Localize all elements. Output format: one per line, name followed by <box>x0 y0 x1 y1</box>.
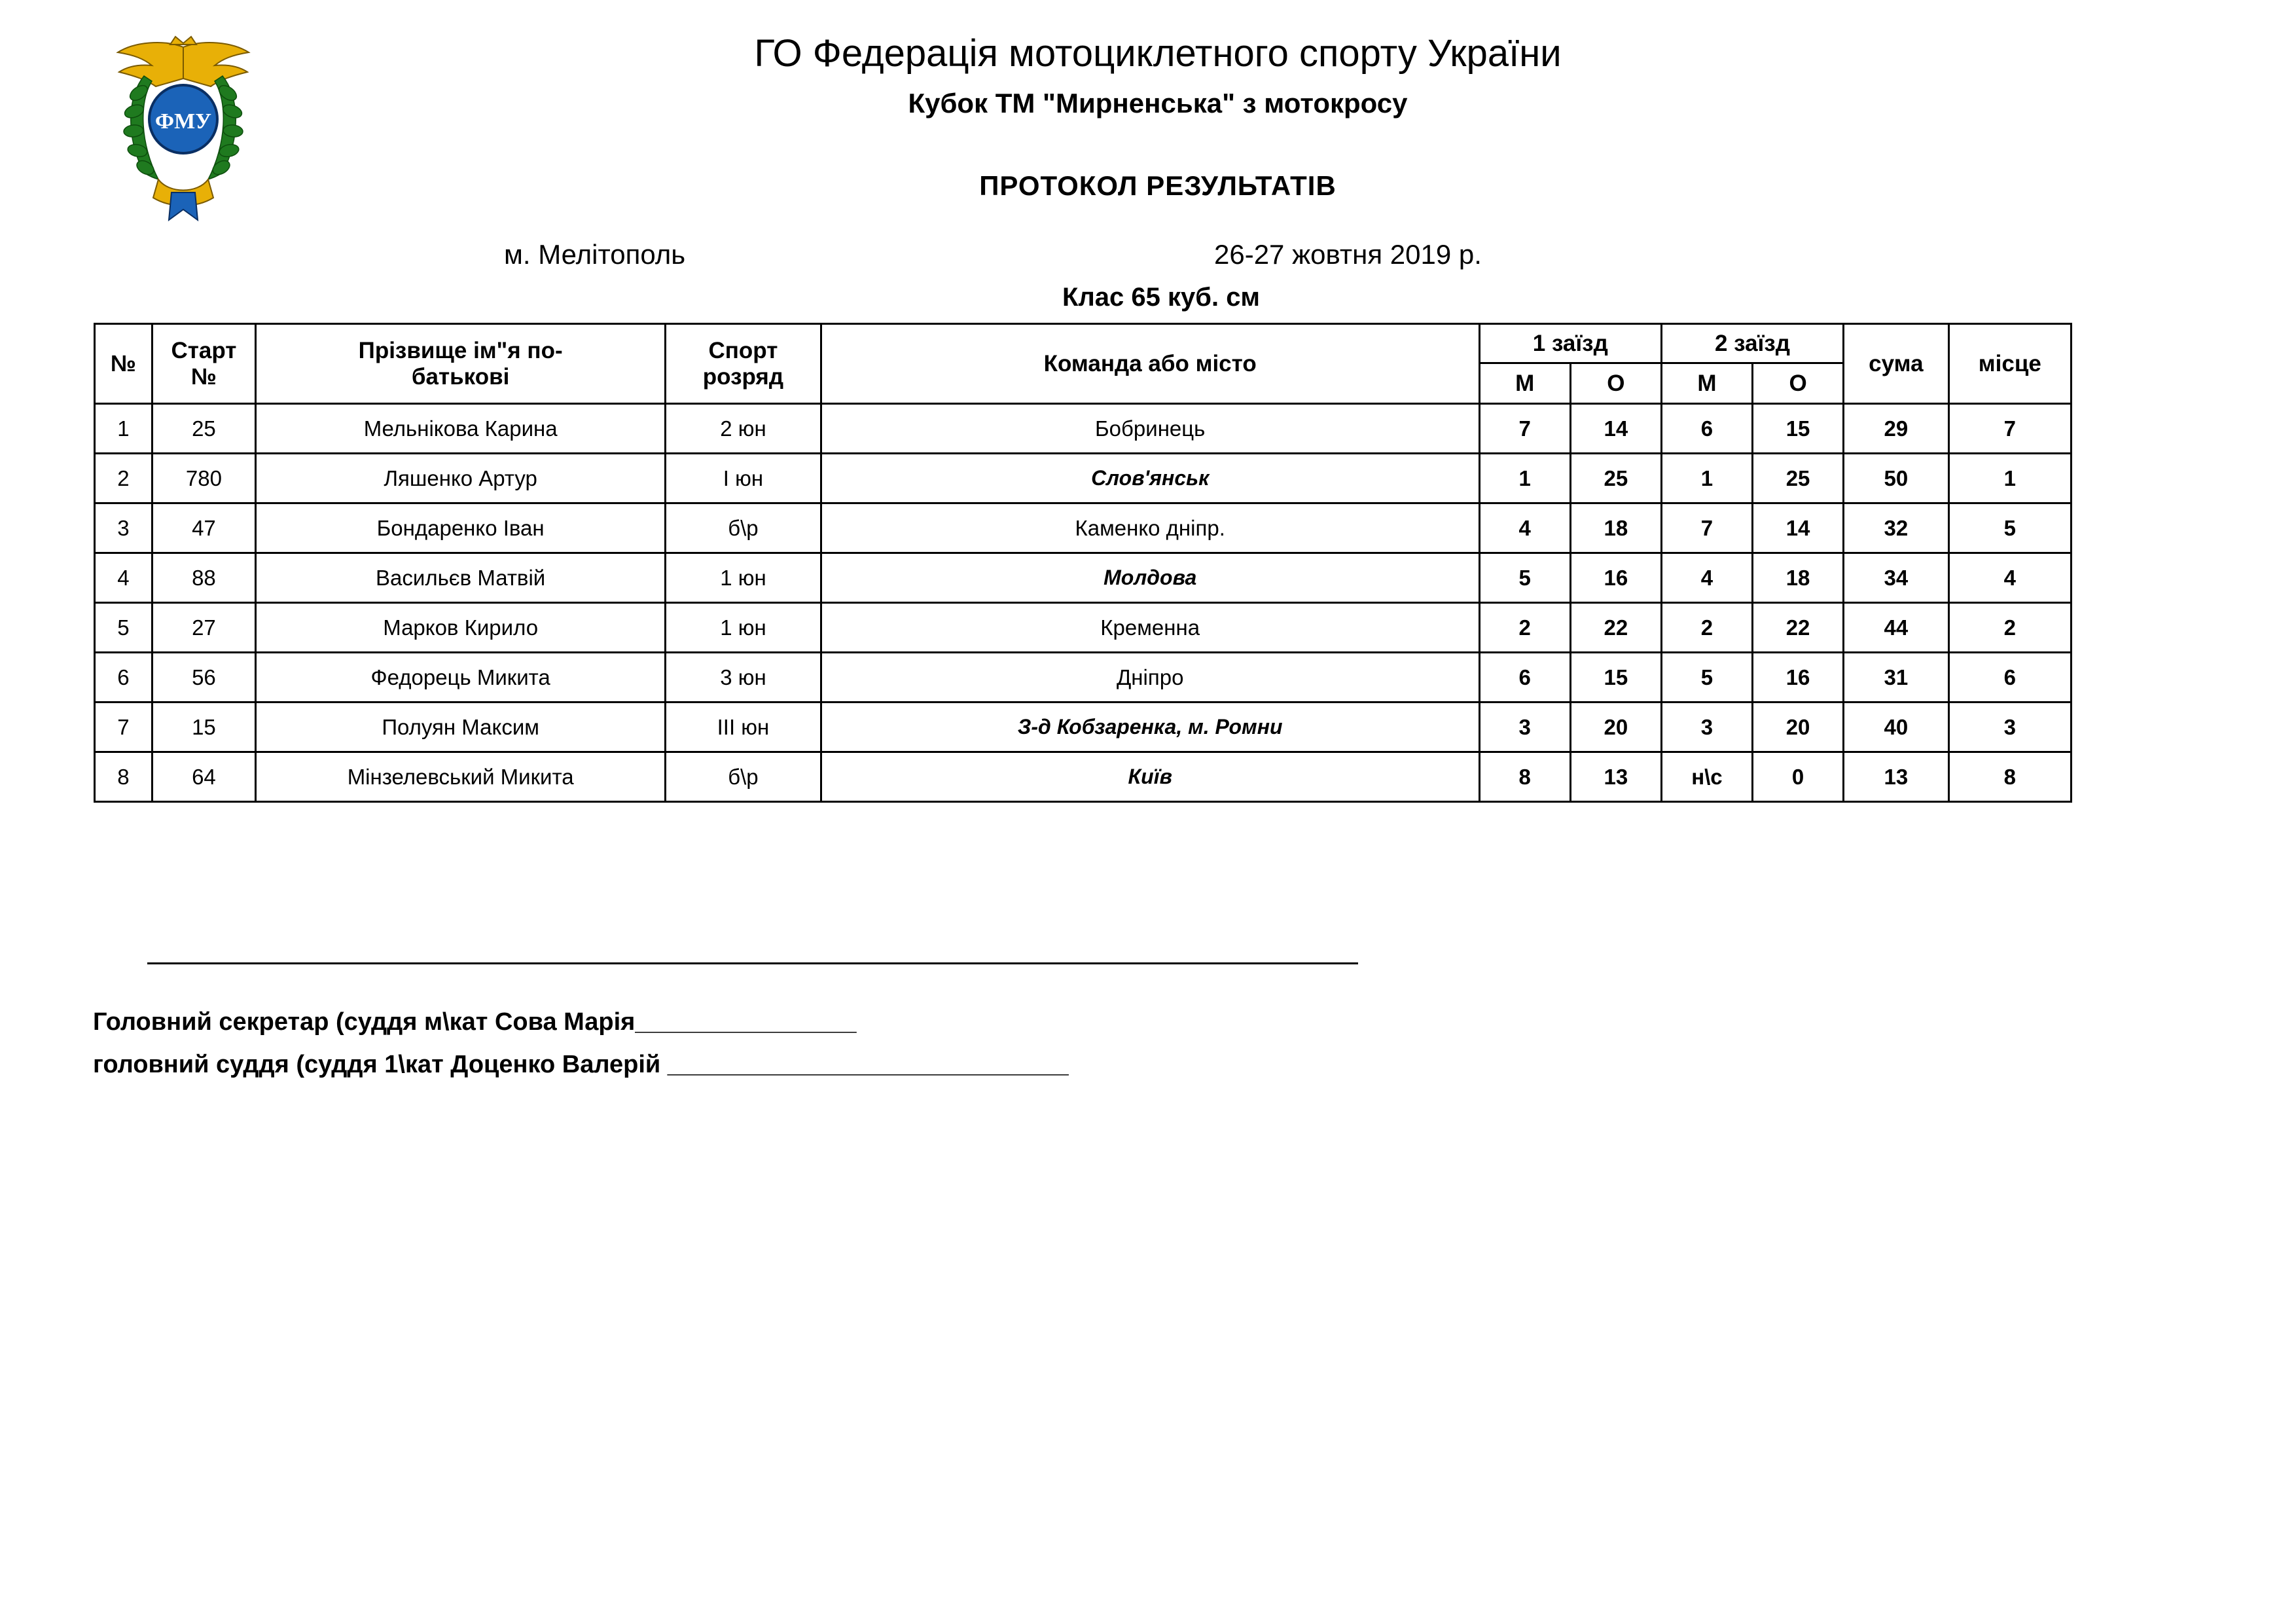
cell-start-no: 64 <box>152 752 255 802</box>
col-header-rank-line1: Спорт <box>708 338 778 364</box>
cell-heat2-m: 5 <box>1661 653 1752 702</box>
cell-team: З-д Кобзаренка, м. Ромни <box>821 702 1479 752</box>
cell-start-no: 27 <box>152 603 255 653</box>
cell-place: 8 <box>1948 752 2071 802</box>
cell-sum: 50 <box>1844 454 1949 503</box>
cell-sum: 29 <box>1844 404 1949 454</box>
cell-sum: 32 <box>1844 503 1949 553</box>
table-row <box>95 454 2072 503</box>
col-header-no: № <box>95 324 152 404</box>
cell-rank: III юн <box>666 702 821 752</box>
table-row <box>95 752 2072 802</box>
cell-heat1-m: 7 <box>1479 404 1570 454</box>
cell-no: 1 <box>95 404 152 454</box>
cell-heat2-m: 7 <box>1661 503 1752 553</box>
results-table-wrap <box>94 323 2072 803</box>
cell-heat2-o: 18 <box>1753 553 1844 603</box>
col-header-rank-line2: розряд <box>702 363 784 390</box>
secretary-signature-line: Головний секретар (суддя м\кат Сова Марія________________ <box>93 1008 857 1036</box>
col-header-start-no-line2: № <box>190 363 217 390</box>
cell-rank: 2 юн <box>666 404 821 454</box>
cell-team: Каменко дніпр. <box>821 503 1479 553</box>
cell-heat2-m: 1 <box>1661 454 1752 503</box>
col-header-place: місце <box>1948 324 2071 404</box>
table-row <box>95 603 2072 653</box>
cell-heat2-m: н\с <box>1661 752 1752 802</box>
event-place: м. Мелітополь <box>504 239 686 270</box>
cell-heat2-o: 25 <box>1753 454 1844 503</box>
col-header-name <box>256 324 666 404</box>
col-header-heat2-m: М <box>1661 363 1752 404</box>
title-block <box>0 33 2296 202</box>
cell-heat1-m: 4 <box>1479 503 1570 553</box>
cell-team: Кременна <box>821 603 1479 653</box>
col-header-heat1-o: О <box>1570 363 1661 404</box>
cell-heat1-o: 15 <box>1570 653 1661 702</box>
table-head <box>95 324 2072 404</box>
cell-heat2-m: 6 <box>1661 404 1752 454</box>
cell-start-no: 88 <box>152 553 255 603</box>
col-header-rank <box>666 324 821 404</box>
cell-team: Київ <box>821 752 1479 802</box>
cell-no: 3 <box>95 503 152 553</box>
cell-place: 7 <box>1948 404 2071 454</box>
col-header-heat2: 2 заїзд <box>1661 324 1843 363</box>
cell-heat1-m: 1 <box>1479 454 1570 503</box>
chief-judge-signature-line: головний суддя (суддя 1\кат Доценко Валерій _____________________________ <box>93 1051 1069 1078</box>
cell-rank: 1 юн <box>666 603 821 653</box>
cell-heat1-o: 22 <box>1570 603 1661 653</box>
cell-no: 2 <box>95 454 152 503</box>
cell-start-no: 47 <box>152 503 255 553</box>
col-header-team: Команда або місто <box>821 324 1479 404</box>
cell-name: Бондаренко Іван <box>256 503 666 553</box>
cell-heat1-m: 5 <box>1479 553 1570 603</box>
col-header-heat1-m: М <box>1479 363 1570 404</box>
cell-heat1-m: 6 <box>1479 653 1570 702</box>
table-row <box>95 503 2072 553</box>
cell-place: 2 <box>1948 603 2071 653</box>
class-title: Клас 65 куб. см <box>1062 283 1261 312</box>
col-header-heat1: 1 заїзд <box>1479 324 1661 363</box>
cell-rank: б\р <box>666 752 821 802</box>
cell-name: Федорець Микита <box>256 653 666 702</box>
cell-heat2-m: 2 <box>1661 603 1752 653</box>
cell-team: Дніпро <box>821 653 1479 702</box>
cell-no: 5 <box>95 603 152 653</box>
col-header-start-no-line1: Старт <box>171 338 237 364</box>
cell-no: 7 <box>95 702 152 752</box>
cell-place: 1 <box>1948 454 2071 503</box>
cell-team: Слов'янськ <box>821 454 1479 503</box>
cell-start-no: 15 <box>152 702 255 752</box>
cell-heat2-o: 20 <box>1753 702 1844 752</box>
cell-no: 8 <box>95 752 152 802</box>
table-row <box>95 702 2072 752</box>
cell-sum: 40 <box>1844 702 1949 752</box>
col-header-sum: сума <box>1844 324 1949 404</box>
table-row <box>95 404 2072 454</box>
cell-start-no: 780 <box>152 454 255 503</box>
cell-place: 6 <box>1948 653 2071 702</box>
cell-name: Марков Кирило <box>256 603 666 653</box>
cell-rank: 3 юн <box>666 653 821 702</box>
cell-heat1-o: 18 <box>1570 503 1661 553</box>
cell-place: 5 <box>1948 503 2071 553</box>
table-row <box>95 553 2072 603</box>
col-header-name-line2: батькові <box>411 363 510 390</box>
cell-team: Молдова <box>821 553 1479 603</box>
cell-heat1-m: 3 <box>1479 702 1570 752</box>
cell-rank: б\р <box>666 503 821 553</box>
cell-team: Бобринець <box>821 404 1479 454</box>
cell-sum: 44 <box>1844 603 1949 653</box>
cell-heat2-o: 0 <box>1753 752 1844 802</box>
cell-sum: 31 <box>1844 653 1949 702</box>
cell-name: Мінзелевський Микита <box>256 752 666 802</box>
cell-name: Полуян Максим <box>256 702 666 752</box>
cell-heat1-o: 16 <box>1570 553 1661 603</box>
col-header-start-no <box>152 324 255 404</box>
cell-start-no: 25 <box>152 404 255 454</box>
cell-no: 4 <box>95 553 152 603</box>
cell-heat2-o: 14 <box>1753 503 1844 553</box>
col-header-name-line1: Прізвище ім"я по- <box>358 338 563 364</box>
cell-name: Мельнікова Карина <box>256 404 666 454</box>
cell-heat1-m: 2 <box>1479 603 1570 653</box>
cell-heat2-o: 16 <box>1753 653 1844 702</box>
cell-heat1-o: 25 <box>1570 454 1661 503</box>
svg-text:ФМУ: ФМУ <box>154 109 212 134</box>
cell-rank: I юн <box>666 454 821 503</box>
signature-rule <box>147 962 1358 964</box>
cell-sum: 34 <box>1844 553 1949 603</box>
cell-heat1-o: 20 <box>1570 702 1661 752</box>
col-header-heat2-o: О <box>1753 363 1844 404</box>
table-row <box>95 653 2072 702</box>
cell-heat2-o: 15 <box>1753 404 1844 454</box>
document-header <box>0 0 2296 314</box>
cell-place: 4 <box>1948 553 2071 603</box>
table-body <box>95 404 2072 802</box>
cell-heat1-o: 14 <box>1570 404 1661 454</box>
cell-name: Ляшенко Артур <box>256 454 666 503</box>
event-date: 26-27 жовтня 2019 р. <box>1214 239 1482 270</box>
cell-heat1-m: 8 <box>1479 752 1570 802</box>
cup-title: Кубок ТМ "Мирненська" з мотокросу <box>908 87 1408 119</box>
cell-heat2-m: 4 <box>1661 553 1752 603</box>
cell-name: Васильєв Матвій <box>256 553 666 603</box>
protocol-title: ПРОТОКОЛ РЕЗУЛЬТАТІВ <box>979 170 1336 201</box>
cell-heat2-m: 3 <box>1661 702 1752 752</box>
results-table <box>94 323 2072 803</box>
cell-start-no: 56 <box>152 653 255 702</box>
org-title: ГО Федерація мотоциклетного спорту України <box>754 32 1562 75</box>
cell-rank: 1 юн <box>666 553 821 603</box>
cell-heat2-o: 22 <box>1753 603 1844 653</box>
place-date-row <box>0 239 2296 272</box>
cell-no: 6 <box>95 653 152 702</box>
cell-place: 3 <box>1948 702 2071 752</box>
cell-heat1-o: 13 <box>1570 752 1661 802</box>
cell-sum: 13 <box>1844 752 1949 802</box>
